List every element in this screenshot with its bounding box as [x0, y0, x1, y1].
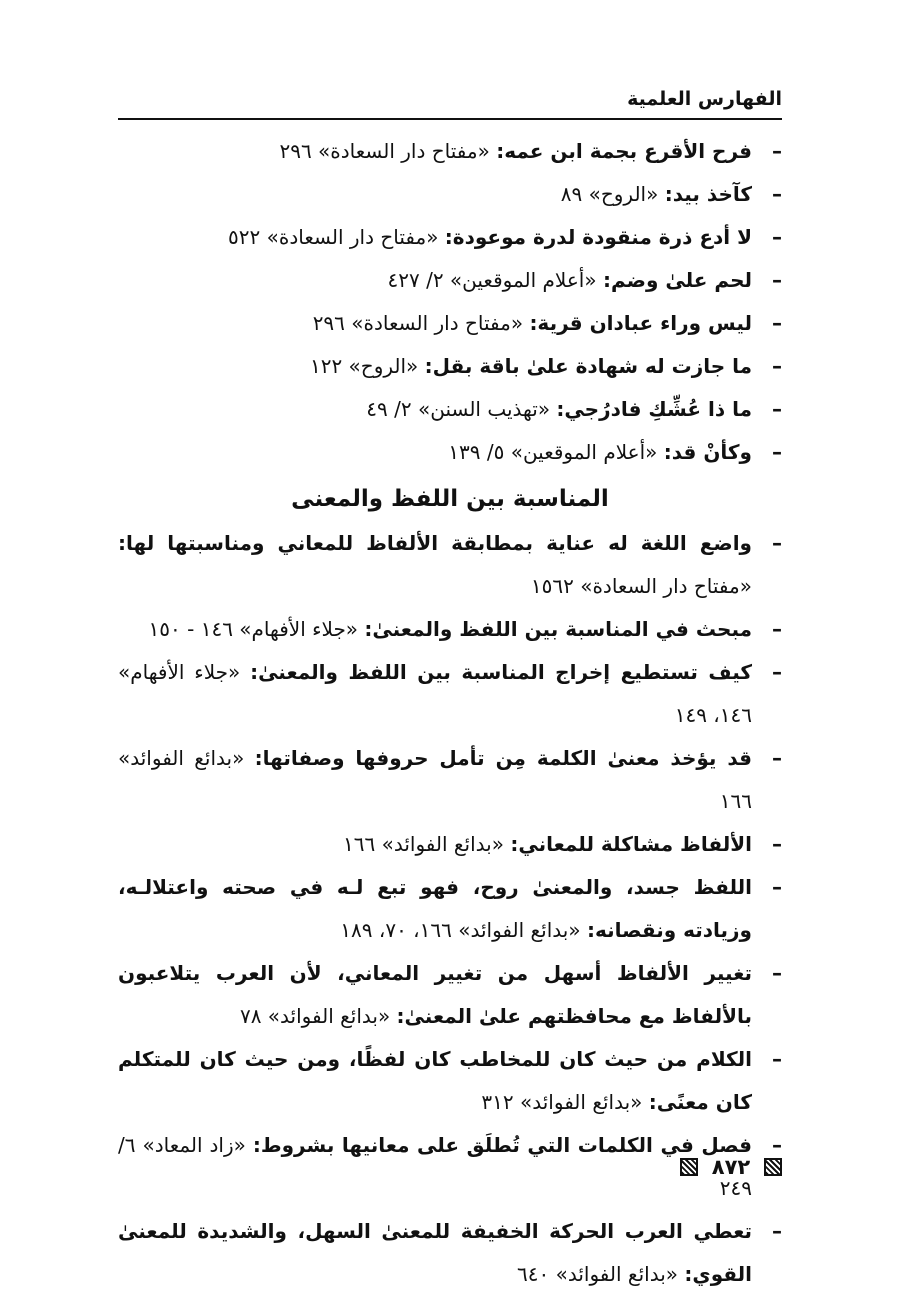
entry-text: لا أدع ذرة منقودة لدرة موعودة: [444, 225, 752, 249]
entry-text: لحم علىٰ وضم: [602, 268, 752, 292]
index-entry [118, 952, 782, 1038]
entry-reference: «بدائع الفوائد» ٣١٢ [481, 1090, 643, 1114]
entry-dash: – [772, 268, 782, 292]
index-entry [118, 651, 782, 737]
entry-dash: – [772, 746, 782, 770]
entry-reference: «أعلام الموقعين» ٢/ ٤٢٧ [387, 268, 597, 292]
index-entry [118, 130, 782, 173]
entry-reference: «بدائع الفوائد» ١٦٦ [343, 832, 504, 856]
entry-text: فرح الأقرع بجمة ابن عمه: [496, 139, 752, 163]
entry-dash: – [772, 311, 782, 335]
index-entry [118, 173, 782, 216]
index-entry [118, 216, 782, 259]
entry-dash: – [772, 1133, 782, 1157]
index-entry [118, 431, 782, 474]
entry-reference: «جلاء الأفهام» ١٤٦ - ١٥٠ [148, 617, 359, 641]
entry-text: كيف تستطيع إخراج المناسبة بين اللفظ والمعنىٰ: [250, 660, 752, 684]
running-head: الفهارس العلمية [627, 88, 782, 110]
entry-reference: «بدائع الفوائد» ٧٨ [239, 1004, 391, 1028]
entry-reference: «الروح» ٨٩ [560, 182, 659, 206]
header-rule [118, 118, 782, 120]
entry-dash: – [772, 225, 782, 249]
square-ornament-icon [680, 1158, 698, 1176]
entry-text: ليس وراء عبادان قرية: [529, 311, 752, 335]
index-entry [118, 823, 782, 866]
entry-dash: – [772, 1219, 782, 1243]
entry-text: الكلام من حيث كان للمخاطب كان لفظًا، ومن حيث كان للمتكلم كان معنًى: [118, 1047, 752, 1114]
index-entry [118, 1038, 782, 1124]
entry-reference: «بدائع الفوائد» ٦٤٠ [517, 1262, 678, 1286]
entry-reference: «جلاء الأفهام» ١٤٦، ١٤٩ [118, 660, 752, 727]
entry-reference: «الروح» ١٢٢ [309, 354, 419, 378]
entry-reference: «مفتاح دار السعادة» ٢٩٦ [312, 311, 524, 335]
entry-text: تعطي العرب الحركة الخفيفة للمعنىٰ السهل، والشديدة للمعنىٰ القوي: [118, 1219, 752, 1286]
entry-dash: – [772, 531, 782, 555]
entry-reference: «مفتاح دار السعادة» ١٥٦٢ [530, 574, 752, 598]
entry-text: اللفظ جسد، والمعنىٰ روح، فهو تبع لـه في صحته واعتلالـه، وزيادته ونقصانه: [118, 875, 752, 942]
entry-text: واضع اللغة له عناية بمطابقة الألفاظ للمعاني ومناسبتها لها: [118, 531, 752, 555]
entry-dash: – [772, 182, 782, 206]
index-entry [118, 608, 782, 651]
entry-reference: «مفتاح دار السعادة» ٢٩٦ [279, 139, 490, 163]
entry-text: كآخذ بيد: [664, 182, 752, 206]
page-number: ٨٧٢ [711, 1155, 751, 1179]
section-title: المناسبة بين اللفظ والمعنى [291, 486, 609, 512]
entry-text: قد يؤخذ معنىٰ الكلمة مِن تأمل حروفها وصفاتها: [254, 746, 752, 770]
entry-dash: – [772, 397, 782, 421]
entry-reference: «أعلام الموقعين» ٥/ ١٣٩ [448, 440, 658, 464]
entry-text: ما ذا عُشِّكِ فادرُجي: [556, 397, 752, 421]
index-entry [118, 345, 782, 388]
index-entry [118, 302, 782, 345]
entry-reference: «تهذيب السنن» ٢/ ٤٩ [366, 397, 551, 421]
index-entry [118, 866, 782, 952]
entry-dash: – [772, 660, 782, 684]
entry-text: الألفاظ مشاكلة للمعاني: [510, 832, 752, 856]
entry-reference: «بدائع الفوائد» ١٦٦ [118, 746, 752, 813]
index-entry [118, 1210, 782, 1296]
entry-reference: «مفتاح دار السعادة» ٥٢٢ [228, 225, 439, 249]
page-footer [680, 1152, 782, 1182]
entry-text: تغيير الألفاظ أسهل من تغيير المعاني، لأن العرب يتلاعبون بالألفاظ مع محافظتهم علىٰ المعنىٰ: [118, 961, 752, 1028]
entry-dash: – [772, 440, 782, 464]
entry-text: ما جازت له شهادة علىٰ باقة بقل: [424, 354, 752, 378]
entry-text: فصل في الكلمات التي تُطلَق على معانيها بشروط: [252, 1133, 753, 1157]
entry-dash: – [772, 832, 782, 856]
entry-dash: – [772, 617, 782, 641]
entry-dash: – [772, 961, 782, 985]
entry-text: مبحث في المناسبة بين اللفظ والمعنىٰ: [364, 617, 752, 641]
square-ornament-icon [764, 1158, 782, 1176]
entry-dash: – [772, 139, 782, 163]
entry-reference: «زاد المعاد» ٦/ ٢٤٩ [118, 1133, 752, 1200]
entry-dash: – [772, 875, 782, 899]
index-entry [118, 522, 782, 608]
index-entry [118, 737, 782, 823]
entry-reference: «بدائع الفوائد» ١٦٦، ٧٠، ١٨٩ [340, 918, 581, 942]
entry-text: وكأنْ قد: [663, 440, 752, 464]
entry-dash: – [772, 354, 782, 378]
index-entry [118, 259, 782, 302]
index-entries [118, 130, 782, 1296]
entry-dash: – [772, 1047, 782, 1071]
index-entry [118, 388, 782, 431]
